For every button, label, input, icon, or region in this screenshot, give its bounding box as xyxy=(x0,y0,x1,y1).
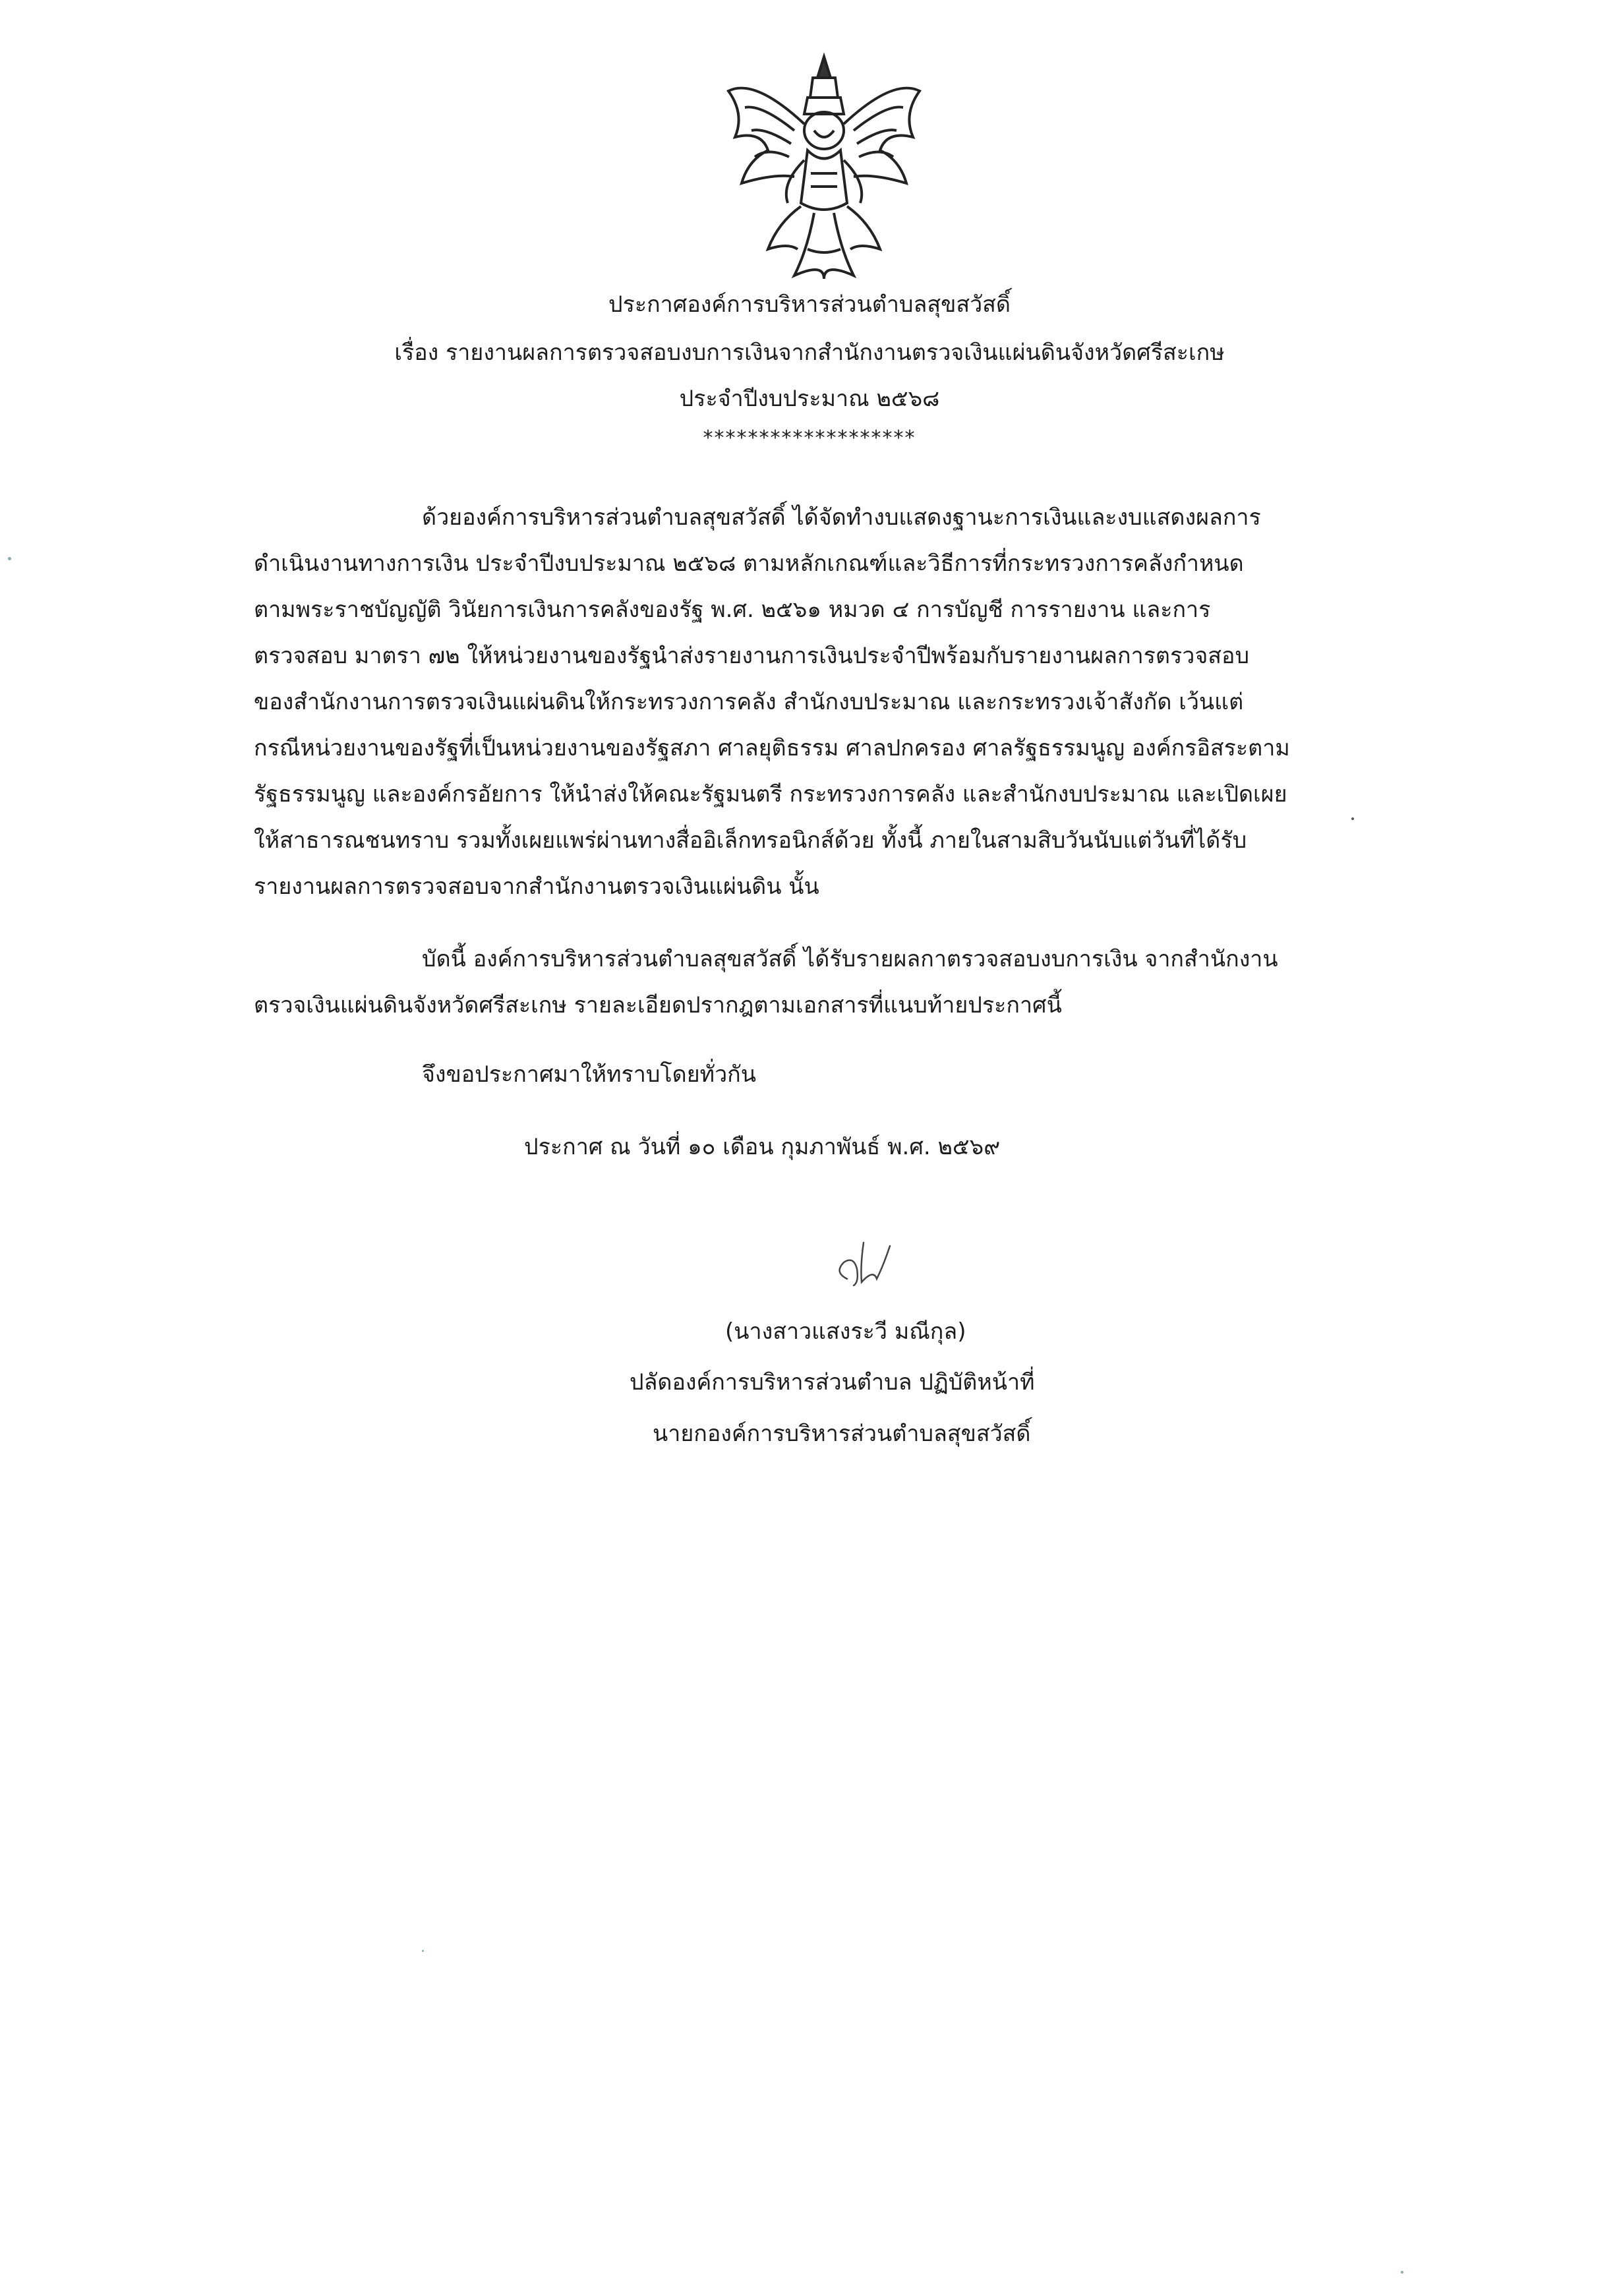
paragraph1-line: รัฐธรรมนูญ และองค์กรอัยการ ให้นำส่งให้คณะรัฐมนตรี กระทรวงการคลัง และสำนักงบประมาณ และเปิดเผย xyxy=(254,781,1287,808)
paragraph1-line: กรณีหน่วยงานของรัฐที่เป็นหน่วยงานของรัฐสภา ศาลยุติธรรม ศาลปกครอง ศาลรัฐธรรมนูญ องค์กรอิสระตาม xyxy=(254,735,1290,761)
separator-stars: ******************* xyxy=(703,427,916,450)
signer-name: (นางสาวแสงระวี มณีกุล) xyxy=(725,1318,966,1345)
paragraph1-line: ดำเนินงานทางการเงิน ประจำปีงบประมาณ ๒๕๖๘ ตามหลักเกณฑ์และวิธีการที่กระทรวงการคลังกำหนด xyxy=(254,550,1244,577)
paragraph1-line: รายงานผลการตรวจสอบจากสำนักงานตรวจเงินแผ่นดิน นั้น xyxy=(254,873,819,900)
paragraph1-line: ตรวจสอบ มาตรา ๗๒ ให้หน่วยงานของรัฐนำส่งรายงานการเงินประจำปีพร้อมกับรายงานผลการตรวจสอบ xyxy=(254,643,1250,669)
signer-position: ปลัดองค์การบริหารส่วนตำบล ปฏิบัติหน้าที่ xyxy=(630,1369,1035,1396)
announcement-title: ประกาศองค์การบริหารส่วนตำบลสุขสวัสดิ์ xyxy=(608,291,1011,318)
announcement-subject: เรื่อง รายงานผลการตรวจสอบงบการเงินจากสำนักงานตรวจเงินแผ่นดินจังหวัดศรีสะเกษ xyxy=(394,339,1225,366)
garuda-emblem-icon xyxy=(715,51,933,289)
closing-statement: จึงขอประกาศมาให้ทราบโดยทั่วกัน xyxy=(422,1061,757,1088)
paragraph1-line: ให้สาธารณชนทราบ รวมทั้งเผยแพร่ผ่านทางสื่ออิเล็กทรอนิกส์ด้วย ทั้งนี้ ภายในสามสิบวันนับแต่วันที่ได้รับ xyxy=(254,827,1247,854)
scan-speck xyxy=(422,1950,424,1952)
scan-speck xyxy=(1351,817,1354,820)
signer-position-acting: นายกองค์การบริหารส่วนตำบลสุขสวัสดิ์ xyxy=(653,1421,1031,1447)
scan-speck xyxy=(8,557,11,560)
fiscal-year-line: ประจำปีงบประมาณ ๒๕๖๘ xyxy=(679,386,940,412)
paragraph2-line: บัดนี้ องค์การบริหารส่วนตำบลสุขสวัสดิ์ ได้รับรายผลกาตรวจสอบงบการเงิน จากสำนักงาน xyxy=(422,946,1278,972)
scan-speck xyxy=(1401,2271,1403,2274)
paragraph1-line: ด้วยองค์การบริหารส่วนตำบลสุขสวัสดิ์ ได้จัดทำงบแสดงฐานะการเงินและงบแสดงผลการ xyxy=(422,504,1261,531)
paragraph1-line: ของสำนักงานการตรวจเงินแผ่นดินให้กระทรวงการคลัง สำนักงบประมาณ และกระทรวงเจ้าสังกัด เว้นแต่ xyxy=(254,689,1244,715)
handwritten-signature xyxy=(827,1233,913,1295)
announcement-date: ประกาศ ณ วันที่ ๑๐ เดือน กุมภาพันธ์ พ.ศ. ๒๕๖๙ xyxy=(524,1134,1001,1160)
paragraph2-line: ตรวจเงินแผ่นดินจังหวัดศรีสะเกษ รายละเอียดปรากฎตามเอกสารที่แนบท้ายประกาศนี้ xyxy=(254,992,1062,1018)
paragraph1-line: ตามพระราชบัญญัติ วินัยการเงินการคลังของรัฐ พ.ศ. ๒๕๖๑ หมวด ๔ การบัญชี การรายงาน และการ xyxy=(254,597,1211,623)
